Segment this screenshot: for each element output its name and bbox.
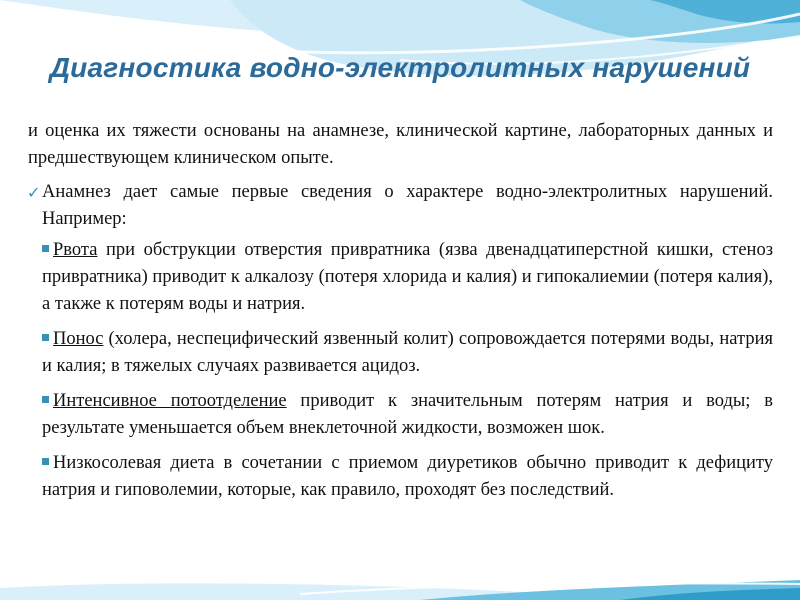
term-vomiting: Рвота <box>53 240 98 260</box>
square-bullet-icon <box>42 458 49 465</box>
check-list-item <box>28 179 773 233</box>
check-item-text: Анамнез дает самые первые сведения о характере водно-электролитных нарушений. Например: <box>42 182 773 229</box>
sub-item-text: приводит к значительным потерям натрия и воды; в результате уменьшается объем внеклеточной жидкости, возможен шок. <box>42 391 773 438</box>
sub-list-item-vomiting <box>42 237 773 318</box>
checkmark-icon: ✓ <box>27 183 41 202</box>
sub-list-item-sweating <box>42 388 773 442</box>
term-sweating: Интенсивное потоотделение <box>53 391 287 411</box>
square-bullet-icon <box>42 396 49 403</box>
sub-item-text: при обструкции отверстия привратника (язва двенадцатиперстной кишки, стеноз привратника) приводит к алкалозу (потеря хлорида и калия) и гипокалиемии (потеря калия), а также к потерям воды и натрия. <box>42 240 773 314</box>
sub-list-item-low-salt-diet <box>42 450 773 504</box>
square-bullet-icon <box>42 245 49 252</box>
slide-title: Диагностика водно-электролитных нарушений <box>49 52 751 83</box>
sub-item-text: (холера, неспецифический язвенный колит) сопровождается потерями воды, натрия и калия; в тяжелых случаях развивается ацидоз. <box>42 329 773 376</box>
sub-item-text: Низкосолевая диета в сочетании с приемом диуретиков обычно приводит к дефициту натрия и гиповолемии, которые, как правило, проходят без последствий. <box>42 453 773 500</box>
sub-list-item-diarrhea <box>42 326 773 380</box>
intro-paragraph: и оценка их тяжести основаны на анамнезе, клинической картине, лабораторных данных и предшествующем клиническом опыте. <box>28 121 773 168</box>
term-diarrhea: Понос <box>53 329 104 349</box>
slide-body <box>28 118 773 512</box>
square-bullet-icon <box>42 334 49 341</box>
